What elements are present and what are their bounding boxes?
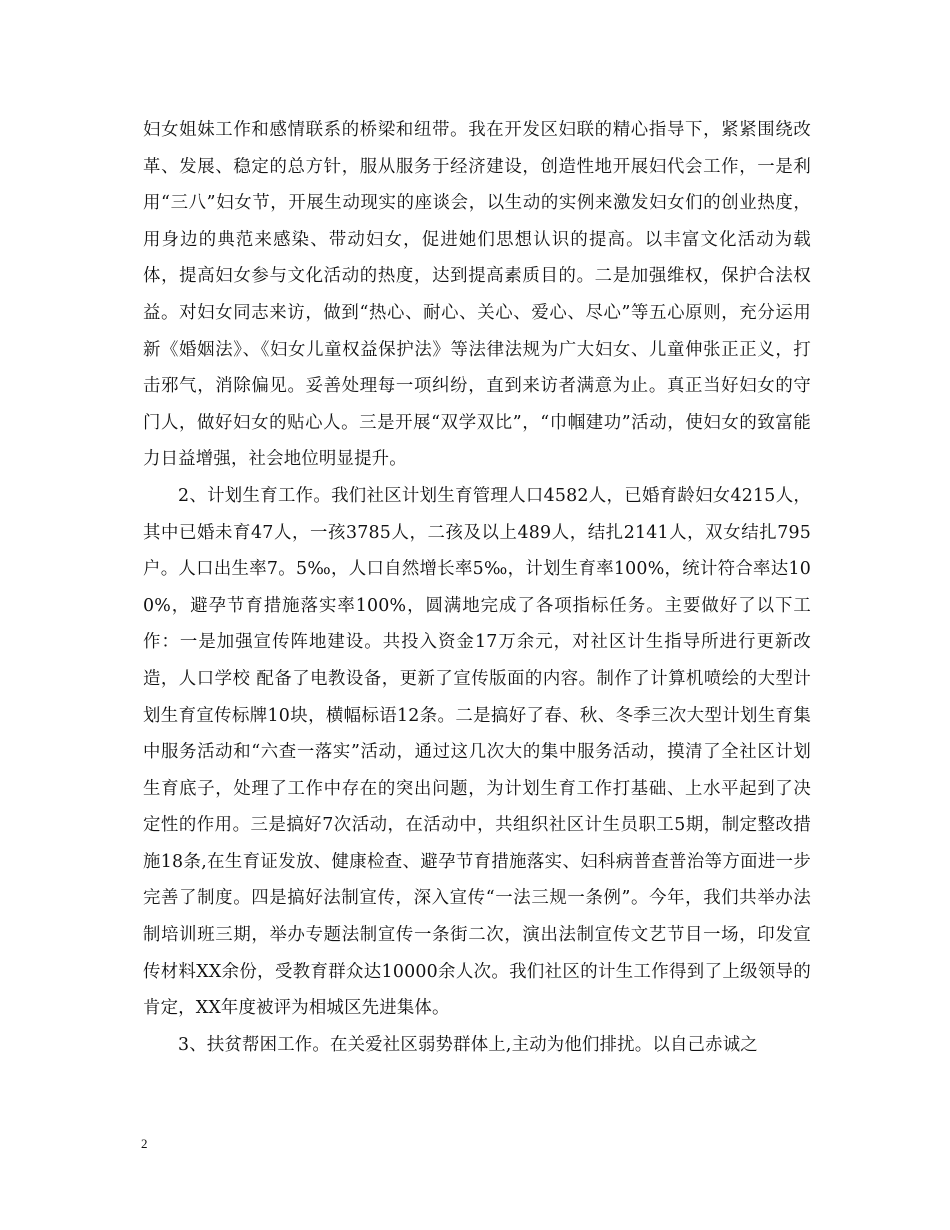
body-text (143, 112, 811, 1063)
paragraph-family-planning: 2、计划生育工作。我们社区计划生育管理人口4582人，已婚育龄妇女4215人，其中已婚未育47人，一孩3785人，二孩及以上489人，结扎2141人，双女结扎795户。人口出生率7。5‰，人口自然增长率5‰，计划生育率100%，统计符合率达100%，避孕节育措施落实率100%，圆满地完成了各项指标任务。主要做好了以下工作：一是加强宣传阵地建设。共投入资金17万余元，对社区计生指导所进行更新改造，人口学校 配备了电教设备，更新了宣传版面的内容。制作了计算机喷绘的大型计划生育宣传标牌10块，横幅标语12条。二是搞好了春、秋、冬季三次大型计划生育集中服务活动和“六查一落实”活动，通过这几次大的集中服务活动，摸清了全社区计划生育底子，处理了工作中存在的突出问题，为计划生育工作打基础、上水平起到了决定性的作用。三是搞好7次活动，在活动中，共组织社区计生员职工5期，制定整改措施18条,在生育证发放、健康检查、避孕节育措施落实、妇科病普查普治等方面进一步完善了制度。四是搞好法制宣传，深入宣传“一法三规一条例”。今年，我们共举办法制培训班三期，举办专题法制宣传一条街二次，演出法制宣传文艺节目一场，印发宣传材料XX余份，受教育群众达10000余人次。我们社区的计生工作得到了上级领导的肯定，XX年度被评为相城区先进集体。 (143, 485, 811, 1019)
paragraph-womens-work: 妇女姐妹工作和感情联系的桥梁和纽带。我在开发区妇联的精心指导下，紧紧围绕改革、发展、稳定的总方针，服从服务于经济建设，创造性地开展妇代会工作，一是利用“三八”妇女节，开展生动现实的座谈会，以生动的实例来激发妇女们的创业热度，用身边的典范来感染、带动妇女，促进她们思想认识的提高。以丰富文化活动为载体，提高妇女参与文化活动的热度，达到提高素质目的。二是加强维权，保护合法权益。对妇女同志来访，做到“热心、耐心、关心、爱心、尽心”等五心原则，充分运用新《婚姻法》、《妇女儿童权益保护法》等法律法规为广大妇女、儿童伸张正正义，打击邪气，消除偏见。妥善处理每一项纠纷，直到来访者满意为止。真正当好妇女的守门人，做好妇女的贴心人。三是开展“双学双比”，“巾帼建功”活动，使妇女的致富能力日益增强，社会地位明显提升。 (143, 120, 811, 470)
page-number: 2 (141, 1136, 148, 1151)
paragraph-poverty-relief: 3、扶贫帮困工作。在关爱社区弱势群体上,主动为他们排扰。以自己赤诚之 (178, 1034, 758, 1055)
